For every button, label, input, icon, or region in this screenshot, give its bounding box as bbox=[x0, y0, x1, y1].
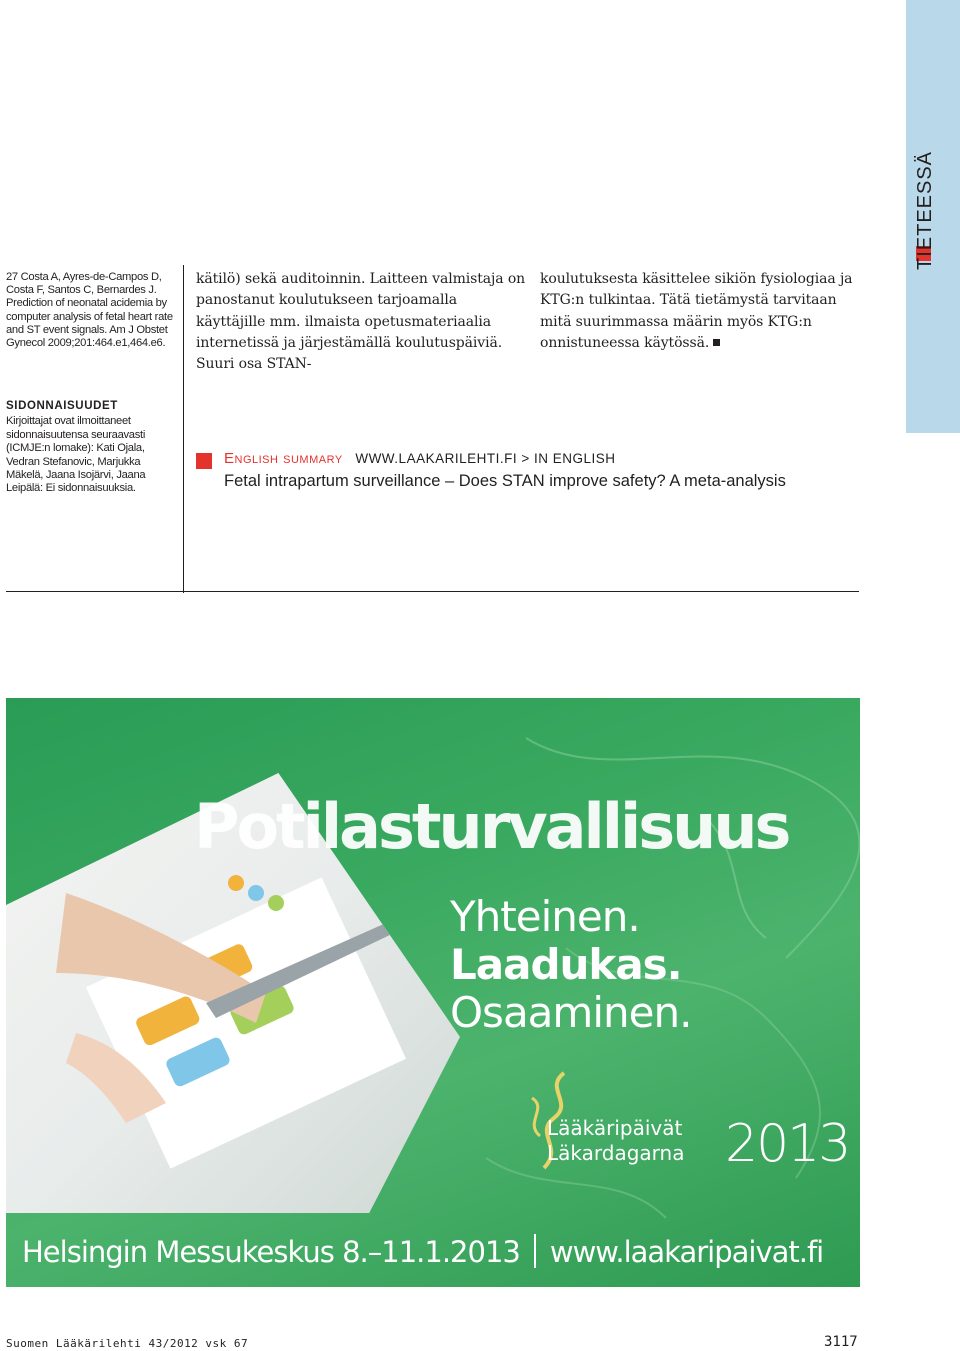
slogan-line-3: Osaaminen. bbox=[450, 988, 692, 1037]
advertisement-banner[interactable] bbox=[6, 698, 860, 1287]
conflicts-heading: SIDONNAISUUDET bbox=[6, 400, 118, 412]
reference-27: 27 Costa A, Ayres-de-Campos D, Costa F, Santos C, Bernardes J. Prediction of neonatal acidemia by computer analysis of fetal heart rate and ST event signals. Am J Obstet Gynecol 2009;201:464.e1,464.e6. bbox=[6, 271, 173, 350]
conflicts-text: Kirjoittajat ovat ilmoittaneet sidonnaisuutensa seuraavasti (ICMJE:n lomake): Kati Ojala, Vedran Stefanovic, Marjukka Mäkelä, Jaana Isojärvi, Jaana Leipälä: Ei sidonnaisuuksia. bbox=[6, 415, 146, 495]
slogan-line-1: Yhteinen. bbox=[450, 892, 640, 941]
summary-link[interactable]: WWW.LAAKARILEHTI.FI > IN ENGLISH bbox=[355, 451, 616, 466]
event-branding bbox=[547, 1114, 850, 1174]
section-divider bbox=[6, 591, 859, 592]
event-website-link[interactable]: www.laakaripaivat.fi bbox=[549, 1235, 824, 1269]
event-year: 2013 bbox=[725, 1114, 850, 1174]
section-tab-label bbox=[908, 150, 944, 270]
ad-headline: Potilasturvallisuus bbox=[194, 790, 789, 863]
page-number: 3117 bbox=[824, 1334, 858, 1350]
end-of-article-mark bbox=[713, 339, 720, 346]
event-name-sv: Läkardagarna bbox=[547, 1141, 685, 1165]
ad-footer bbox=[22, 1234, 823, 1269]
body-paragraph-1: kätilö) sekä auditoinnin. Laitteen valmistaja on panostanut koulutukseen tarjoamalla käyttäjille mm. ilmaista opetusmateriaalia internetissä ja järjestämällä koulutuspäiviä. Suuri osa STAN- bbox=[196, 271, 526, 373]
column-divider bbox=[183, 265, 184, 593]
footer-separator bbox=[534, 1234, 536, 1268]
body-paragraph-2-text: koulutuksesta käsittelee sikiön fysiologiaa ja KTG:n tulkintaa. Tätä tietämystä tarvitaan mitä suurimmassa määrin myös KTG:n onnistuneessa käytössä. bbox=[540, 271, 853, 351]
body-column-2 bbox=[540, 269, 865, 354]
event-name-fi: Lääkäripäivät bbox=[547, 1116, 683, 1140]
section-tab-text: TIETEESSÄ bbox=[914, 150, 937, 270]
summary-header bbox=[224, 450, 616, 467]
slogan-line-2: Laadukas. bbox=[450, 940, 682, 989]
event-location-dates: Helsingin Messukeskus 8.–11.1.2013 bbox=[22, 1235, 520, 1269]
summary-marker-square bbox=[196, 453, 212, 469]
journal-footer: Suomen Lääkärilehti 43/2012 vsk 67 bbox=[6, 1337, 249, 1350]
summary-title: Fetal intrapartum surveillance – Does STAN improve safety? A meta-analysis bbox=[224, 472, 786, 490]
summary-label: English summary bbox=[224, 450, 343, 467]
conflicts-of-interest bbox=[6, 400, 176, 496]
body-column-1 bbox=[196, 269, 526, 375]
event-names bbox=[547, 1116, 684, 1166]
body-paragraph-2 bbox=[540, 269, 865, 354]
ad-slogan bbox=[450, 893, 691, 1037]
